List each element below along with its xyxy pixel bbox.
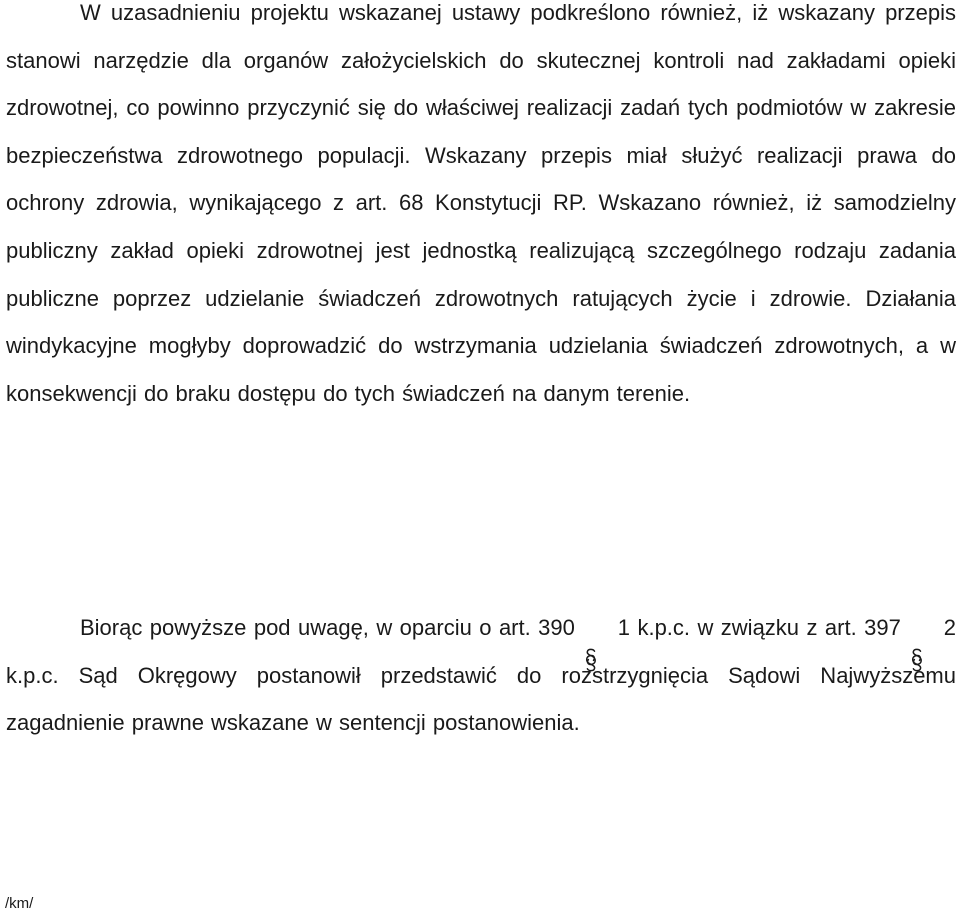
paragraph-decision: [6, 604, 956, 747]
paragraph-decision-part-1: Biorąc powyższe pod uwagę, w oparciu o art. 390: [80, 615, 575, 640]
footer-initials: /km/: [5, 895, 34, 912]
paragraph-justification: W uzasadnieniu projektu wskazanej ustawy podkreślono również, iż wskazany przepis stanowi narzędzie dla organów założycielskich do skutecznej kontroli nad zakładami opieki zdrowotnej, co powinno przyczynić się do właściwej realizacji zadań tych podmiotów w zakresie bezpieczeństwa zdrowotnego populacji. Wskazany przepis miał służyć realizacji prawa do ochrony zdrowia, wynikającego z art. 68 Konstytucji RP. Wskazano również, iż samodzielny publiczny zakład opieki zdrowotnej jest jednostką realizującą szczególnego rodzaju zadania publiczne poprzez udzielanie świadczeń zdrowotnych ratujących życie i zdrowie. Działania windykacyjne mogłyby doprowadzić do wstrzymania udzielania świadczeń zdrowotnych, a w konsekwencji do braku dostępu do tych świadczeń na danym terenie.: [6, 0, 956, 406]
paragraph-decision-part-3: 2 k.p.c. Sąd Okręgowy postanowił przedstawić do rozstrzygnięcia Sądowi Najwyższemu zagadnienie prawne wskazane w sentencji postanowienia.: [6, 615, 956, 736]
paragraph-decision-part-2: 1 k.p.c. w związku z art. 397: [617, 615, 901, 640]
